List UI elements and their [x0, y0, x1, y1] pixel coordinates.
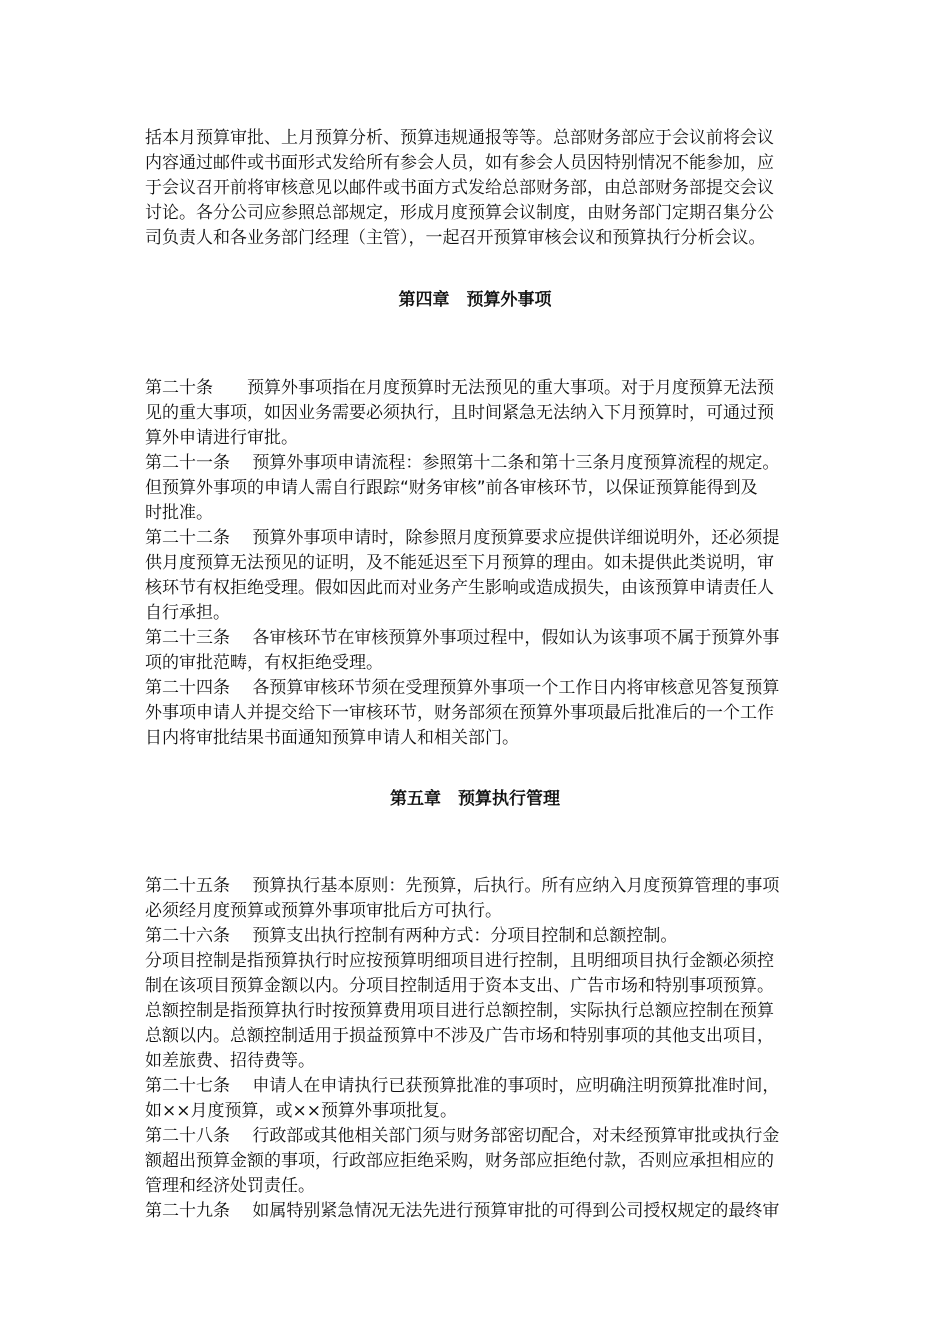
text-line: 必须经月度预算或预算外事项审批后方可执行。 [145, 901, 502, 921]
text-line: 时批准。 [145, 503, 213, 523]
chapter-heading: 第五章 预算执行管理 [390, 789, 560, 809]
text-line: 见的重大事项，如因业务需要必须执行，且时间紧急无法纳入下月预算时，可通过预 [145, 403, 774, 423]
text-line: 核环节有权拒绝受理。假如因此而对业务产生影响或造成损失，由该预算申请责任人 [145, 578, 774, 598]
text-line: 第二十五条 预算执行基本原则：先预算，后执行。所有应纳入月度预算管理的事项 [145, 876, 780, 896]
text-line: 分项目控制是指预算执行时应按预算明细项目进行控制，且明细项目执行金额必须控 [145, 951, 774, 971]
text-line: 第二十七条 申请人在申请执行已获预算批准的事项时，应明确注明预算批准时间， [145, 1076, 780, 1096]
text-line: 第二十八条 行政部或其他相关部门须与财务部密切配合，对未经预算审批或执行金 [145, 1126, 780, 1146]
text-line: 总额控制是指预算执行时按预算费用项目进行总额控制，实际执行总额应控制在预算 [145, 1001, 774, 1021]
text-line: 讨论。各分公司应参照总部规定，形成月度预算会议制度，由财务部门定期召集分公 [145, 203, 774, 223]
text-line: 司负责人和各业务部门经理（主管），一起召开预算审核会议和预算执行分析会议。 [145, 228, 766, 248]
text-line: 第二十三条 各审核环节在审核预算外事项过程中，假如认为该事项不属于预算外事 [145, 628, 780, 648]
text-line: 但预算外事项的申请人需自行跟踪“财务审核”前各审核环节，以保证预算能得到及 [145, 478, 758, 498]
chapter-heading: 第四章 预算外事项 [398, 290, 552, 310]
text-line: 于会议召开前将审核意见以邮件或书面方式发给总部财务部，由总部财务部提交会议 [145, 178, 774, 198]
text-line: 内容通过邮件或书面形式发给所有参会人员，如有参会人员因特别情况不能参加，应 [145, 153, 774, 173]
text-line: 供月度预算无法预见的证明，及不能延迟至下月预算的理由。如未提供此类说明，审 [145, 553, 774, 573]
text-line: 第二十九条 如属特别紧急情况无法先进行预算审批的可得到公司授权规定的最终审 [145, 1201, 780, 1221]
text-line: 制在该项目预算金额以内。分项目控制适用于资本支出、广告市场和特别事项预算。 [145, 976, 774, 996]
text-line: 第二十条 预算外事项指在月度预算时无法预见的重大事项。对于月度预算无法预 [145, 378, 774, 398]
text-line: 管理和经济处罚责任。 [145, 1176, 315, 1196]
text-line: 自行承担。 [145, 603, 230, 623]
text-line: 第二十二条 预算外事项申请时，除参照月度预算要求应提供详细说明外，还必须提 [145, 528, 780, 548]
text-line: 括本月预算审批、上月预算分析、预算违规通报等等。总部财务部应于会议前将会议 [145, 128, 774, 148]
text-line: 第二十一条 预算外事项申请流程：参照第十二条和第十三条月度预算流程的规定。 [145, 453, 780, 473]
text-line: 项的审批范畴，有权拒绝受理。 [145, 653, 383, 673]
text-line: 如差旅费、招待费等。 [145, 1051, 315, 1071]
text-line: 日内将审批结果书面通知预算申请人和相关部门。 [145, 728, 519, 748]
text-line: 第二十六条 预算支出执行控制有两种方式：分项目控制和总额控制。 [145, 926, 678, 946]
text-line: 第二十四条 各预算审核环节须在受理预算外事项一个工作日内将审核意见答复预算 [145, 678, 780, 698]
text-line: 额超出预算金额的事项，行政部应拒绝采购，财务部应拒绝付款，否则应承担相应的 [145, 1151, 774, 1171]
text-line: 外事项申请人并提交给下一审核环节，财务部须在预算外事项最后批准后的一个工作 [145, 703, 774, 723]
text-line: 总额以内。总额控制适用于损益预算中不涉及广告市场和特别事项的其他支出项目， [145, 1026, 774, 1046]
text-line: 如××月度预算，或××预算外事项批复。 [145, 1101, 457, 1121]
text-line: 算外申请进行审批。 [145, 428, 298, 448]
